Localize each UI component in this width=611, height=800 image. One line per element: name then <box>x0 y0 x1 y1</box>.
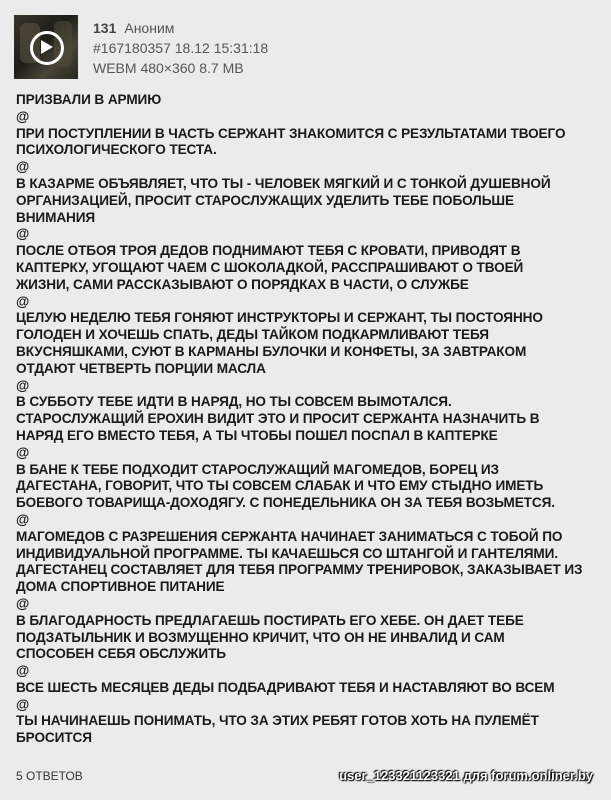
post-line: ВКУСНЯШКАМИ, СУЮТ В КАРМАНЫ БУЛОЧКИ И КОНФЕТЫ, ЗА ЗАВТРАКОМ <box>16 343 527 359</box>
post-line: СТАРОСЛУЖАЩИЙ ЕРОХИН ВИДИТ ЭТО И ПРОСИТ СЕРЖАНТА НАЗНАЧИТЬ В <box>16 411 540 427</box>
post-separator: @ <box>16 377 30 393</box>
post-line: ВНИМАНИЯ <box>16 209 96 225</box>
post-separator: @ <box>16 696 30 712</box>
post-line: ДАГЕСТАНЕЦ СОСТАВЛЯЕТ ДЛЯ ТЕБЯ ПРОГРАММУ ТРЕНИРОВОК, ЗАКАЗЫВАЕТ ИЗ <box>16 562 583 578</box>
post-line: ОРГАНИЗАЦИЕЙ, ПРОСИТ СТАРОСЛУЖАЩИХ УДЕЛИТЬ ТЕБЕ ПОБОЛЬШЕ <box>16 192 514 208</box>
post-separator: @ <box>16 226 30 242</box>
post-line: ЦЕЛУЮ НЕДЕЛЮ ТЕБЯ ГОНЯЮТ ИНСТРУКТОРЫ И СЕРЖАНТ, ТЫ ПОСТОЯННО <box>16 310 543 326</box>
post-line: БОЕВОГО ТОВАРИЩА-ДОХОДЯГУ. С ПОНЕДЕЛЬНИКА ОН ЗА ТЕБЯ ВОЗЬМЕТСЯ. <box>16 495 555 511</box>
post-line: ПСИХОЛОГИЧЕСКОГО ТЕСТА. <box>16 142 217 158</box>
post-line: ВСЕ ШЕСТЬ МЕСЯЦЕВ ДЕДЫ ПОДБАДРИВАЮТ ТЕБЯ И НАСТАВЛЯЮТ ВО ВСЕМ <box>16 679 555 695</box>
post-timestamp: 18.12 15:31:18 <box>174 40 269 56</box>
post-separator: @ <box>16 293 30 309</box>
post-line: ДАГЕСТАНА, ГОВОРИТ, ЧТО ТЫ СОВСЕМ СЛАБАК И ЧТО ЕМУ СТЫДНО ИМЕТЬ <box>16 478 544 494</box>
post-line: ОТДАЮТ ЧЕТВЕРТЬ ПОРЦИИ МАСЛА <box>16 360 266 376</box>
post-line: НАРЯД ЕГО ВМЕСТО ТЕБЯ, А ТЫ ЧТОБЫ ПОШЕЛ ПОСПАЛ В КАПТЕРКЕ <box>16 427 498 443</box>
replies-link[interactable]: 5 ОТВЕТОВ <box>16 769 83 783</box>
post-separator: @ <box>16 108 30 124</box>
post-number[interactable]: 131 <box>93 20 117 36</box>
post-line: ПОСЛЕ ОТБОЯ ТРОЯ ДЕДОВ ПОДНИМАЮТ ТЕБЯ С КРОВАТИ, ПРИВОДЯТ В <box>16 243 521 259</box>
post-line: ИНДИВИДУАЛЬНОЙ ПРОГРАММЕ. ТЫ КАЧАЕШЬСЯ СО ШТАНГОЙ И ГАНТЕЛЯМИ. <box>16 545 558 561</box>
post-line: ДОМА СПОРТИВНОЕ ПИТАНИЕ <box>16 579 225 595</box>
post-body <box>16 92 604 747</box>
post-line: КАПТЕРКУ, УГОЩАЮТ ЧАЕМ С ШОКОЛАДКОЙ, РАССПРАШИВАЮТ О ТВОЕЙ <box>16 259 524 275</box>
post-separator: @ <box>16 511 30 527</box>
watermark: user_123321123321 для forum.onliner.by <box>339 768 593 783</box>
post-line: ПРИЗВАЛИ В АРМИЮ <box>16 92 162 107</box>
post-line: ЖИЗНИ, САМИ РАССКАЗЫВАЮТ О ПОРЯДКАХ В ЧАСТИ, О СЛУЖБЕ <box>16 276 469 292</box>
post-line: ПРИ ПОСТУПЛЕНИИ В ЧАСТЬ СЕРЖАНТ ЗНАКОМИТСЯ С РЕЗУЛЬТАТАМИ ТВОЕГО <box>16 125 566 141</box>
post-line: ПОДЗАТЫЛЬНИК И ВОЗМУЩЕННО КРИЧИТ, ЧТО ОН НЕ ИНВАЛИД И САМ <box>16 629 505 645</box>
post-line: ТЫ НАЧИНАЕШЬ ПОНИМАТЬ, ЧТО ЗА ЭТИХ РЕБЯТ ГОТОВ ХОТЬ НА ПУЛЕМЁТ <box>16 713 539 729</box>
post-header <box>14 12 601 80</box>
post-separator: @ <box>16 159 30 175</box>
post-meta <box>93 18 268 78</box>
post-line: МАГОМЕДОВ С РАЗРЕШЕНИЯ СЕРЖАНТА НАЧИНАЕТ ЗАНИМАТЬСЯ С ТОБОЙ ПО <box>16 528 563 544</box>
post-separator: @ <box>16 444 30 460</box>
post-line: В КАЗАРМЕ ОБЪЯВЛЯЕТ, ЧТО ТЫ - ЧЕЛОВЕК МЯГКИЙ И С ТОНКОЙ ДУШЕВНОЙ <box>16 175 551 191</box>
post-separator: @ <box>16 595 30 611</box>
post-line: В БАНЕ К ТЕБЕ ПОДХОДИТ СТАРОСЛУЖАЩИЙ МАГОМЕДОВ, БОРЕЦ ИЗ <box>16 461 499 477</box>
post-line: БРОСИТСЯ <box>16 730 92 746</box>
play-circle-icon[interactable] <box>30 31 64 65</box>
post-line: В СУББОТУ ТЕБЕ ИДТИ В НАРЯД, НО ТЫ СОВСЕМ ВЫМОТАЛСЯ. <box>16 394 452 410</box>
post-id[interactable]: #167180357 <box>93 40 171 56</box>
post-line: В БЛАГОДАРНОСТЬ ПРЕДЛАГАЕШЬ ПОСТИРАТЬ ЕГО ХЕБЕ. ОН ДАЕТ ТЕБЕ <box>16 612 524 628</box>
video-thumbnail[interactable] <box>14 15 78 79</box>
post-line: СПОСОБЕН СЕБЯ ОБСЛУЖИТЬ <box>16 646 226 662</box>
post-author: Аноним <box>124 20 175 36</box>
post-line: ГОЛОДЕН И ХОЧЕШЬ СПАТЬ, ДЕДЫ ТАЙКОМ ПОДКАРМЛИВАЮТ ТЕБЯ <box>16 327 489 343</box>
post-separator: @ <box>16 663 30 679</box>
file-info[interactable]: WEBM 480×360 8.7 MB <box>93 60 244 76</box>
